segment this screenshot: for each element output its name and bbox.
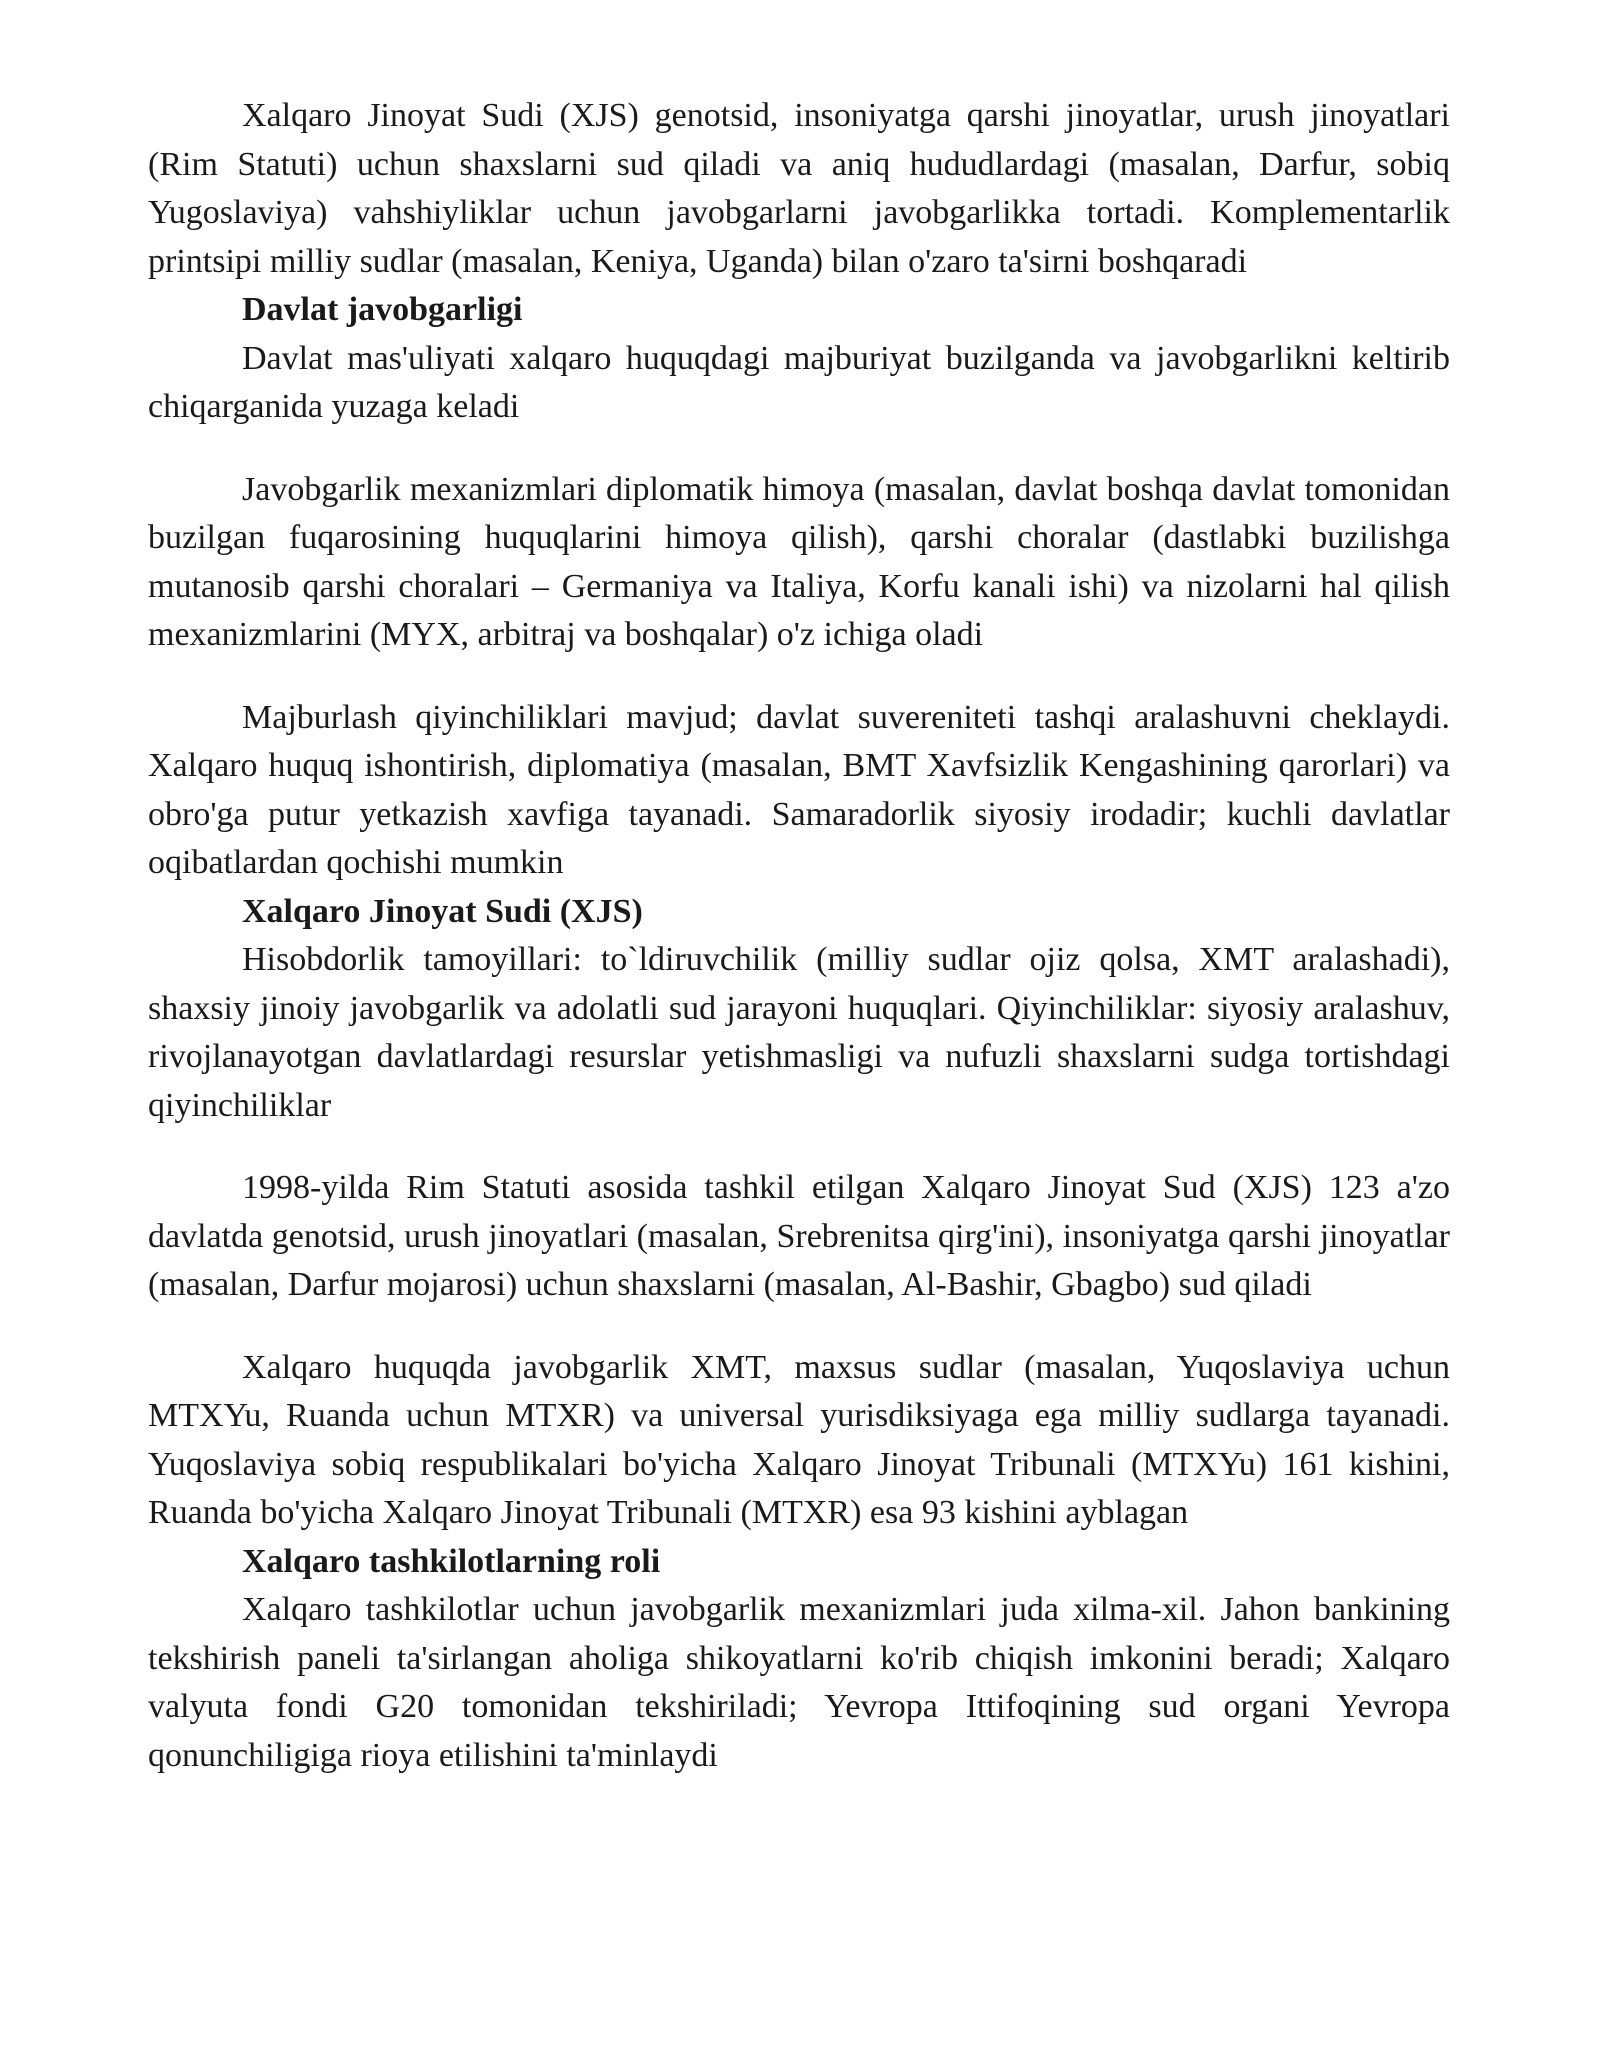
paragraph-icc-intro: Xalqaro Jinoyat Sudi (XJS) genotsid, insoniyatga qarshi jinoyatlar, urush jinoyatlari (Rim Statuti) uchun shaxslarni sud qiladi va aniq hududlardagi (masalan, Darfur, sobiq Yugoslaviya) vahshiyliklar uchun javobgarlarni javobgarlikka tortadi. Komplementarlik printsipi milliy sudlar (masalan, Keniya, Uganda) bilan o'zaro ta'sirni boshqaradi xyxy=(148,97,1450,280)
paragraph-international-organizations: Xalqaro tashkilotlar uchun javobgarlik mexanizmlari juda xilma-xil. Jahon bankining tekshirish paneli ta'sirlangan aholiga shikoyatlarni ko'rib chiqish imkonini beradi; Xalqaro valyuta fondi G20 tomonidan tekshiriladi; Yevropa Ittifoqining sud organi Yevropa qonunchiligiga rioya etilishini ta'minlaydi xyxy=(148,1591,1450,1774)
paragraph-accountability-principles: Hisobdorlik tamoyillari: to`ldiruvchilik (milliy sudlar ojiz qolsa, XMT aralashadi), shaxsiy jinoiy javobgarlik va adolatli sud jarayoni huquqlari. Qiyinchiliklar: siyosiy aralashuv, rivojlanayotgan davlatlardagi resurslar yetishmasligi va nufuzli shaxslarni sudga tortishdagi qiyinchiliklar xyxy=(148,941,1450,1124)
paragraph-tribunals: Xalqaro huquqda javobgarlik XMT, maxsus sudlar (masalan, Yuqoslaviya uchun MTXYu, Ruanda uchun MTXR) va universal yurisdiksiyaga ega milliy sudlarga tayanadi. Yuqoslaviya sobiq respublikalari bo'yicha Xalqaro Jinoyat Tribunali (MTXYu) 161 kishini, Ruanda bo'yicha Xalqaro Jinoyat Tribunali (MTXR) esa 93 kishini ayblagan xyxy=(148,1348,1450,1531)
document-page xyxy=(148,92,1450,1780)
heading-international-organizations: Xalqaro tashkilotlarning roli xyxy=(242,1542,661,1580)
heading-state-responsibility: Davlat javobgarligi xyxy=(242,291,523,328)
paragraph-enforcement-challenges: Majburlash qiyinchiliklari mavjud; davlat suvereniteti tashqi aralashuvni cheklaydi. Xalqaro huquq ishontirish, diplomatiya (masalan, BMT Xavfsizlik Kengashining qarorlari) va obro'ga putur yetkazish xavfiga tayanadi. Samaradorlik siyosiy irodadir; kuchli davlatlar oqibatlardan qochishi mumkin xyxy=(148,698,1450,881)
paragraph-accountability-mechanisms: Javobgarlik mexanizmlari diplomatik himoya (masalan, davlat boshqa davlat tomonidan buzilgan fuqarosining huquqlarini himoya qilish), qarshi choralar (dastlabki buzilishga mutanosib qarshi choralari – Germaniya va Italiya, Korfu kanali ishi) va nizolarni hal qilish mexanizmlarini (MYX, arbitraj va boshqalar) o'z ichiga oladi xyxy=(148,470,1450,653)
heading-icc: Xalqaro Jinoyat Sudi (XJS) xyxy=(242,892,643,930)
paragraph-icc-rome-statute: 1998-yilda Rim Statuti asosida tashkil etilgan Xalqaro Jinoyat Sud (XJS) 123 a'zo davlatda genotsid, urush jinoyatlari (masalan, Srebrenitsa qirg'ini), insoniyatga qarshi jinoyatlar (masalan, Darfur mojarosi) uchun shaxslarni (masalan, Al-Bashir, Gbagbo) sud qiladi xyxy=(148,1169,1450,1303)
paragraph-state-responsibility-definition: Davlat mas'uliyati xalqaro huquqdagi majburiyat buzilganda va javobgarlikni keltirib chiqarganida yuzaga keladi xyxy=(148,339,1450,425)
